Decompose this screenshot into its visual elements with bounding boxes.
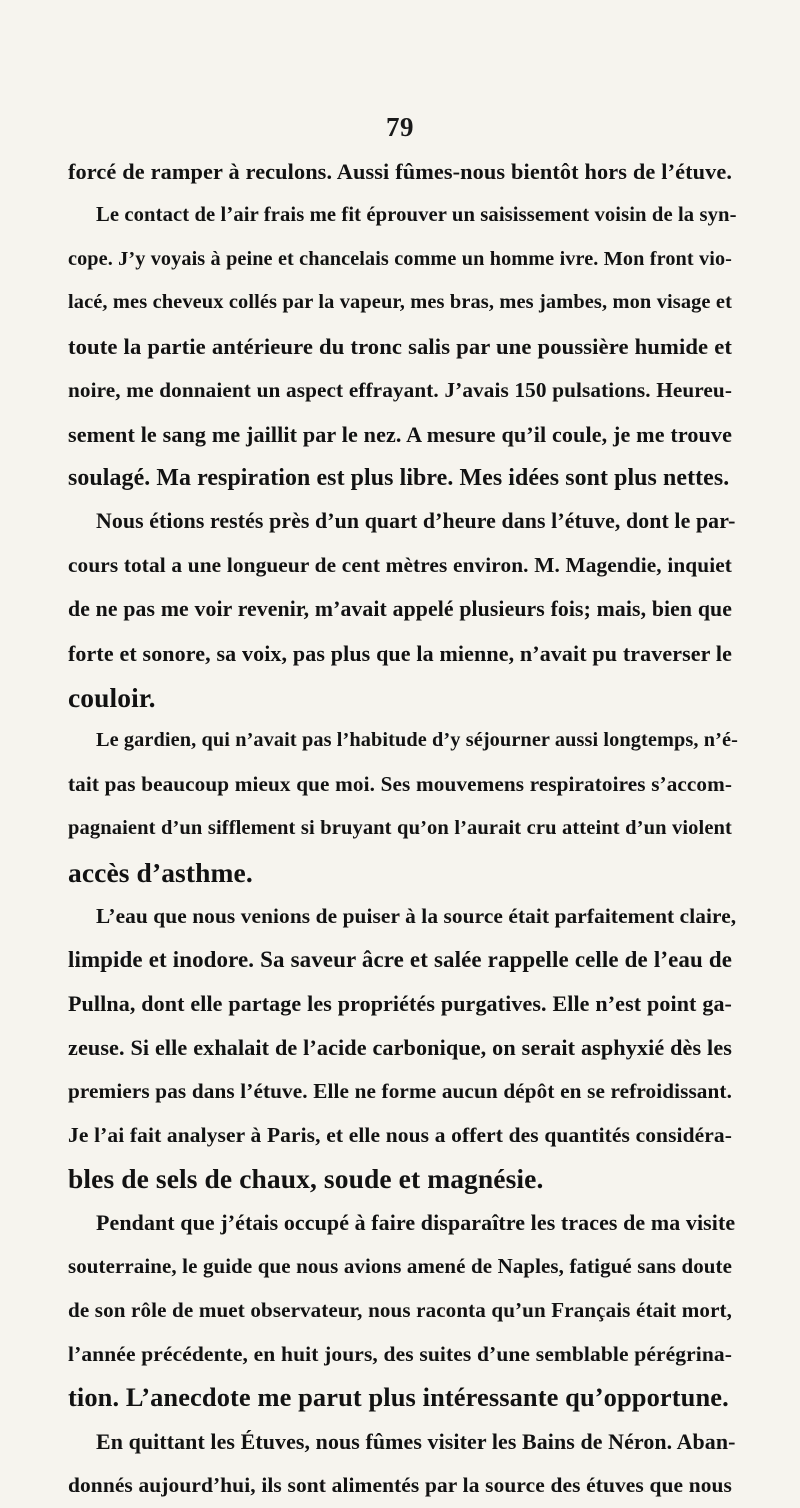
text-line: soulagé. Ma respiration est plus libre. Mes idées sont plus nettes. [68, 464, 730, 491]
text-line: couloir. [68, 681, 156, 713]
text-line: Nous étions restés près d’un quart d’heure dans l’étuve, dont le par- [96, 509, 736, 534]
text-line: donnés aujourd’hui, ils sont alimentés par la source des étuves que nous [68, 1472, 732, 1497]
text-line: zeuse. Si elle exhalait de l’acide carbonique, on serait asphyxié dès les [68, 1034, 732, 1060]
text-line: L’eau que nous venions de puiser à la source était parfaitement claire, [96, 903, 737, 928]
text-line: accès d’asthme. [68, 856, 253, 888]
text-line: lacé, mes cheveux collés par la vapeur, mes bras, mes jambes, mon visage et [68, 291, 732, 314]
text-line: souterraine, le guide que nous avions amené de Naples, fatigué sans doute [68, 1253, 732, 1278]
text-line: pagnaient d’un sifflement si bruyant qu’on l’aurait cru atteint d’un violent [68, 816, 732, 839]
text-line: de ne pas me voir revenir, m’avait appelé plusieurs fois; mais, bien que [68, 596, 732, 621]
text-line: cours total a une longueur de cent mètres environ. M. Magendie, inquiet [68, 553, 732, 578]
text-line: forte et sonore, sa voix, pas plus que la mienne, n’avait pu traverser le [68, 640, 732, 666]
text-line: de son rôle de muet observateur, nous raconta qu’un Français était mort, [68, 1297, 732, 1322]
text-line: limpide et inodore. Sa saveur âcre et salée rappelle celle de l’eau de [68, 947, 732, 973]
text-line: cope. J’y voyais à peine et chancelais comme un homme ivre. Mon front vio- [68, 247, 732, 270]
text-line: sement le sang me jaillit par le nez. A mesure qu’il coule, je me trouve [68, 421, 732, 447]
text-line: Le contact de l’air frais me fit éprouver un saisissement voisin de la syn- [96, 203, 737, 226]
text-line: En quittant les Étuves, nous fûmes visiter les Bains de Néron. Aban- [96, 1429, 736, 1455]
text-line: tion. L’anecdote me parut plus intéressante qu’opportune. [68, 1382, 729, 1413]
text-line: premiers pas dans l’étuve. Elle ne forme aucun dépôt en se refroidissant. [68, 1078, 732, 1103]
text-line: Pullna, dont elle partage les propriétés purgatives. Elle n’est point ga- [68, 991, 732, 1017]
text-line: bles de sels de chaux, soude et magnésie. [68, 1163, 544, 1195]
text-line: tait pas beaucoup mieux que moi. Ses mouvemens respiratoires s’accom- [68, 772, 732, 797]
text-line: toute la partie antérieure du tronc salis par une poussière humide et [68, 334, 732, 360]
text-line: Pendant que j’étais occupé à faire disparaître les traces de ma visite [96, 1210, 736, 1236]
text-line: noire, me donnaient un aspect effrayant. J’avais 150 pulsations. Heureu- [68, 377, 732, 402]
text-line: forcé de ramper à reculons. Aussi fûmes-nous bientôt hors de l’étuve. [68, 159, 732, 184]
text-line: Je l’ai fait analyser à Paris, et elle nous a offert des quantités considéra- [68, 1122, 732, 1147]
body-text [68, 150, 738, 1508]
text-line: Le gardien, qui n’avait pas l’habitude d’y séjourner aussi longtemps, n’é- [96, 729, 738, 752]
page-number: 79 [386, 112, 414, 142]
text-line: l’année précédente, en huit jours, des suites d’une semblable pérégrina- [68, 1341, 732, 1366]
